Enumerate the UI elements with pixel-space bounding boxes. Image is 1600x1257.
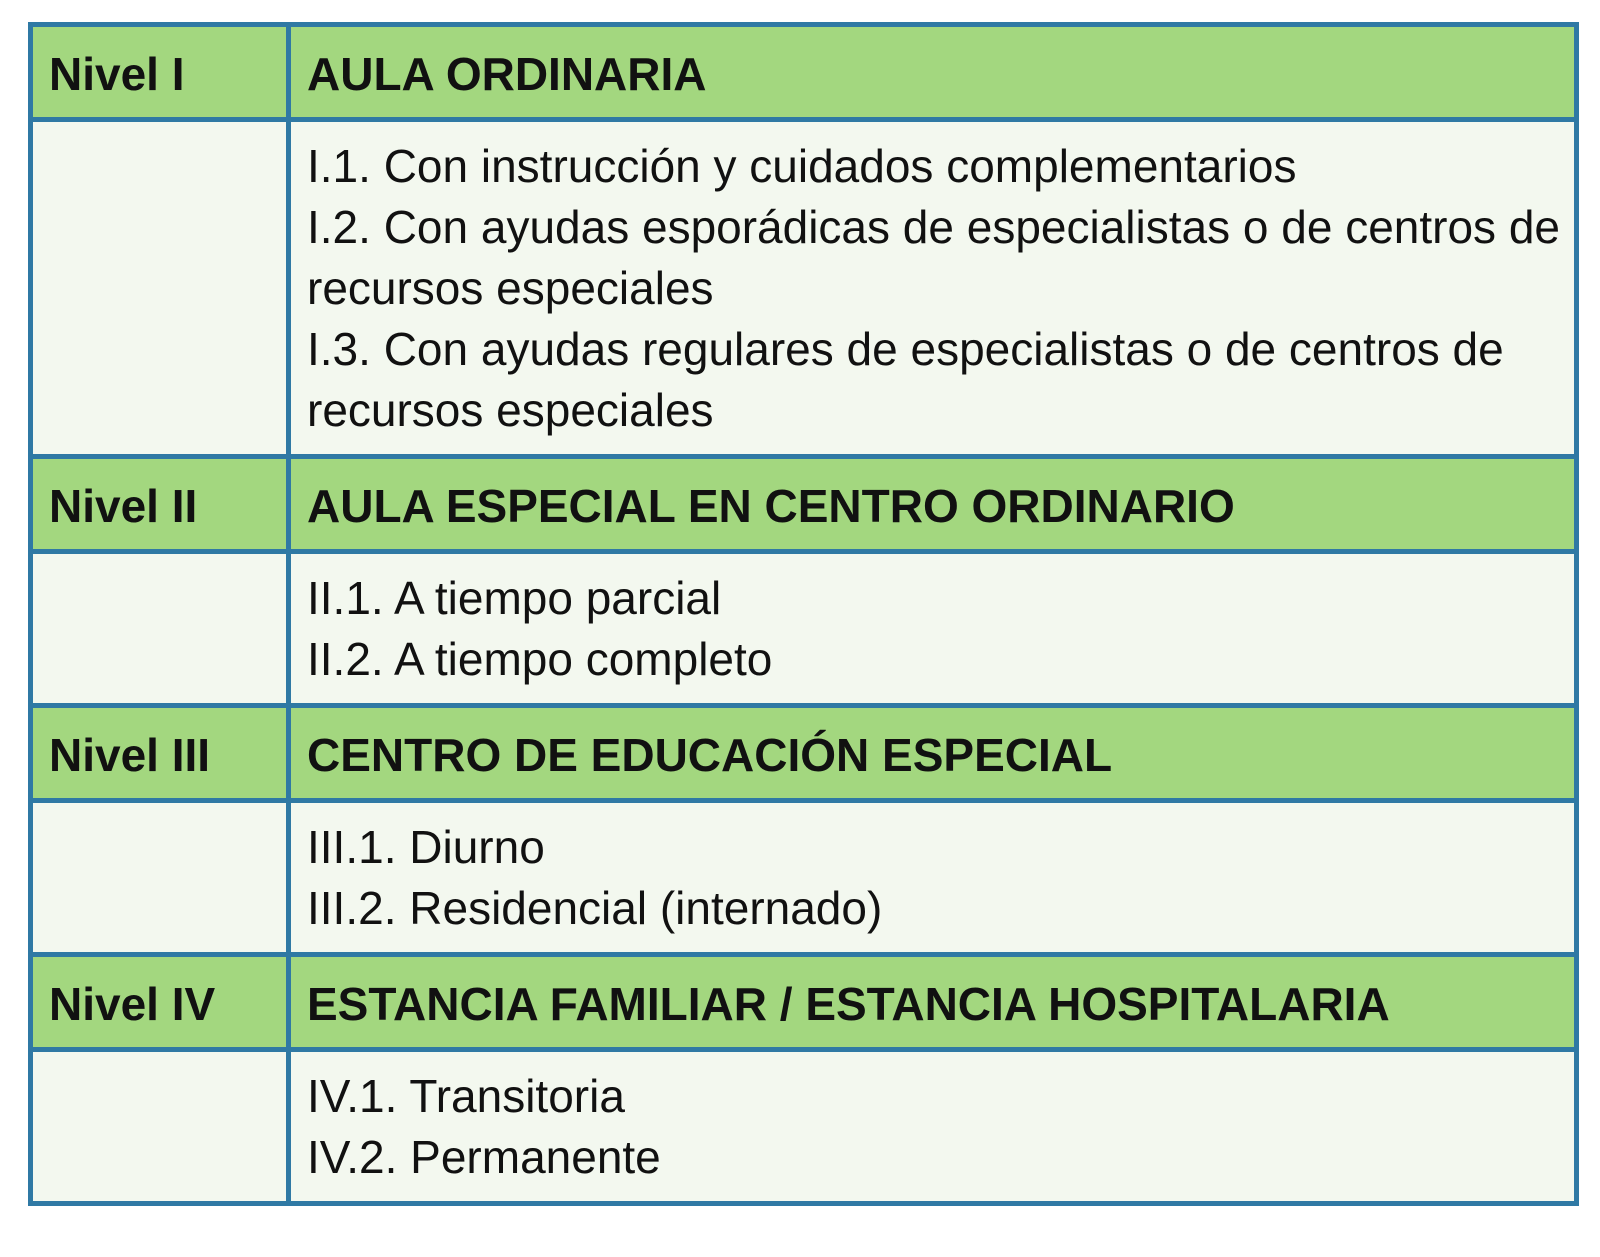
level-title: AULA ORDINARIA — [289, 25, 1577, 120]
level-item: I.2. Con ayudas esporádicas de especialistas o de centros de recursos especiales — [307, 201, 1560, 314]
level-detail-row — [31, 552, 1577, 706]
level-item: III.2. Residencial (internado) — [307, 882, 883, 934]
empty-cell — [31, 120, 289, 457]
level-detail-row — [31, 801, 1577, 955]
schooling-levels-table — [28, 22, 1579, 1206]
level-item: I.3. Con ayudas regulares de especialistas o de centros de recursos especiales — [307, 323, 1504, 436]
level-label: Nivel III — [31, 706, 289, 801]
level-item: IV.1. Transitoria — [307, 1070, 625, 1122]
level-items — [289, 801, 1577, 955]
level-detail-row — [31, 1050, 1577, 1204]
level-header-row — [31, 706, 1577, 801]
level-item: II.1. A tiempo parcial — [307, 572, 722, 624]
level-item: III.1. Diurno — [307, 821, 545, 873]
level-header-row — [31, 25, 1577, 120]
level-label: Nivel I — [31, 25, 289, 120]
level-title: ESTANCIA FAMILIAR / ESTANCIA HOSPITALARIA — [289, 955, 1577, 1050]
level-item: IV.2. Permanente — [307, 1131, 661, 1183]
level-header-row — [31, 457, 1577, 552]
level-detail-row — [31, 120, 1577, 457]
level-header-row — [31, 955, 1577, 1050]
level-label: Nivel II — [31, 457, 289, 552]
empty-cell — [31, 552, 289, 706]
level-title: CENTRO DE EDUCACIÓN ESPECIAL — [289, 706, 1577, 801]
level-title: AULA ESPECIAL EN CENTRO ORDINARIO — [289, 457, 1577, 552]
level-item: II.2. A tiempo completo — [307, 633, 773, 685]
level-label: Nivel IV — [31, 955, 289, 1050]
empty-cell — [31, 1050, 289, 1204]
empty-cell — [31, 801, 289, 955]
level-item: I.1. Con instrucción y cuidados complementarios — [307, 140, 1297, 192]
level-items — [289, 1050, 1577, 1204]
level-items — [289, 552, 1577, 706]
level-items — [289, 120, 1577, 457]
